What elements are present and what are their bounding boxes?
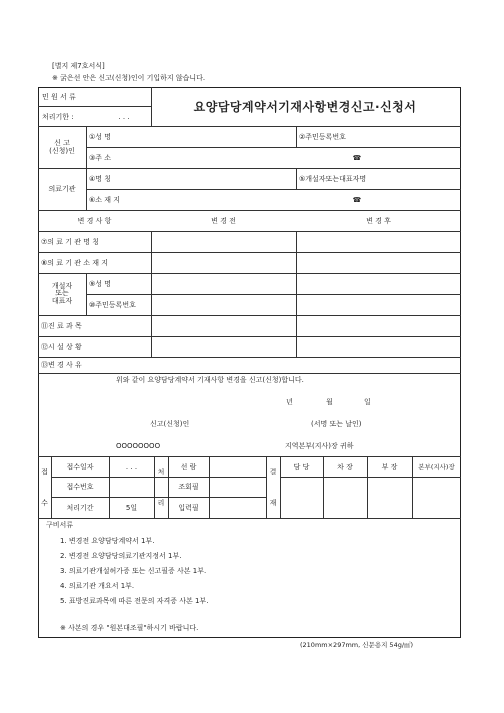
- processing-cheo: 처: [157, 467, 165, 476]
- phone-icon: ☎: [352, 153, 362, 162]
- addressee: 지역본부(지사)장 귀하: [285, 442, 354, 450]
- row-change-reason: ⑬변 경 사 유: [41, 361, 82, 369]
- phone-icon: ☎: [352, 195, 362, 204]
- attachment-item: 5. 표방진료과목에 따른 전문의 자격증 사본 1부.: [60, 597, 209, 605]
- reception-jeop: 접: [41, 467, 48, 476]
- applicant-group-label: 신 고 (신청)인: [49, 139, 75, 155]
- reception-number-label: 접수번호: [66, 483, 94, 491]
- approval-jae: 재: [269, 498, 277, 507]
- col-change-item: 변 경 사 항: [77, 216, 112, 225]
- institution-group-label: 의료기관: [48, 185, 76, 193]
- deadline-label: 처리기간: [66, 503, 94, 512]
- applicant-address-label: ③주 소: [89, 153, 112, 162]
- founder-group-label: 개설자 또는 대표자: [51, 281, 73, 305]
- declaration-text: 위와 같이 요양담당계약서 기재사항 변경을 신고(신청)합니다.: [116, 376, 304, 384]
- applicant-name-label: ①성 명: [89, 132, 112, 141]
- date-month: 월: [326, 398, 333, 406]
- institution-location-label: ⑥소 재 지: [89, 195, 121, 204]
- col-before: 변 경 전: [211, 216, 236, 225]
- applicant-rrn-label: ②주민등록번호: [299, 132, 346, 141]
- row-founder-name: ⑨성 명: [89, 279, 112, 288]
- row-founder-rrn: ⑩주민등록번호: [89, 300, 136, 309]
- input-label: 입력필: [178, 503, 199, 512]
- col-after: 변 경 후: [366, 216, 391, 225]
- seonram-label: 선 람: [180, 462, 197, 471]
- row-institution-name: ⑦의 료 기 관 명 칭: [41, 237, 99, 246]
- civil-doc-label: 민 원 서 류: [42, 93, 76, 101]
- lookup-label: 조회필: [178, 483, 199, 491]
- page-title: 요양담당계약서기재사항변경신고·신청서: [193, 100, 417, 114]
- notice-text: ※ 굵은선 안은 신고(신청)인이 기입하지 않습니다.: [52, 74, 206, 82]
- date-year: 년: [286, 398, 293, 406]
- approval-chajang: 차 장: [337, 462, 353, 471]
- applicant-sign-label: 신고(신청)인: [150, 420, 190, 428]
- date-day: 일: [364, 398, 371, 406]
- institution-founder-label: ⑤개설자또는대표자명: [299, 174, 367, 183]
- processing-ri: 리: [157, 498, 165, 507]
- attachment-item: 4. 의료기관 개요서 1부.: [60, 582, 135, 590]
- approval-damdang: 담 당: [293, 462, 310, 471]
- row-facilities: ⑫시 설 상 황: [41, 342, 82, 351]
- attachments-title: 구비서류: [46, 521, 74, 529]
- reception-date-label: 접수일자: [66, 462, 94, 471]
- approval-gyeol: 결: [269, 467, 277, 476]
- row-departments: ⑪진 료 과 목: [41, 321, 82, 330]
- sign-or-seal: (서명 또는 날인): [311, 420, 362, 428]
- reception-su: 수: [41, 498, 48, 507]
- form-number: [별지 제7호서식]: [52, 62, 105, 70]
- approval-bonbu: 본부(지사)장: [418, 462, 455, 471]
- institution-name-label: ④명 칭: [89, 174, 112, 183]
- attachment-item: 1. 변경전 요양담당계약서 1부.: [60, 537, 155, 545]
- approval-bujang: 부 장: [381, 462, 398, 471]
- processing-label: 처리기한 :: [42, 112, 74, 121]
- attachment-item: 2. 변경전 요양담당의료기관지정서 1부.: [60, 552, 182, 560]
- attachment-note: ※ 사본의 경우 "원본대조필"하시기 바랍니다.: [60, 624, 199, 632]
- row-institution-location: ⑧의 료 기 관 소 재 지: [41, 258, 108, 267]
- addressee-blank: OOOOOOOO: [116, 442, 161, 450]
- attachment-item: 3. 의료기관개설허가증 또는 신고필증 사본 1부.: [60, 567, 207, 575]
- reception-date-dots: . . .: [125, 462, 138, 471]
- deadline-value: 5일: [125, 503, 138, 512]
- processing-dots: . . .: [118, 112, 130, 121]
- paper-size-note: (210mm×297mm, 신문용지 54g/㎡): [300, 641, 414, 649]
